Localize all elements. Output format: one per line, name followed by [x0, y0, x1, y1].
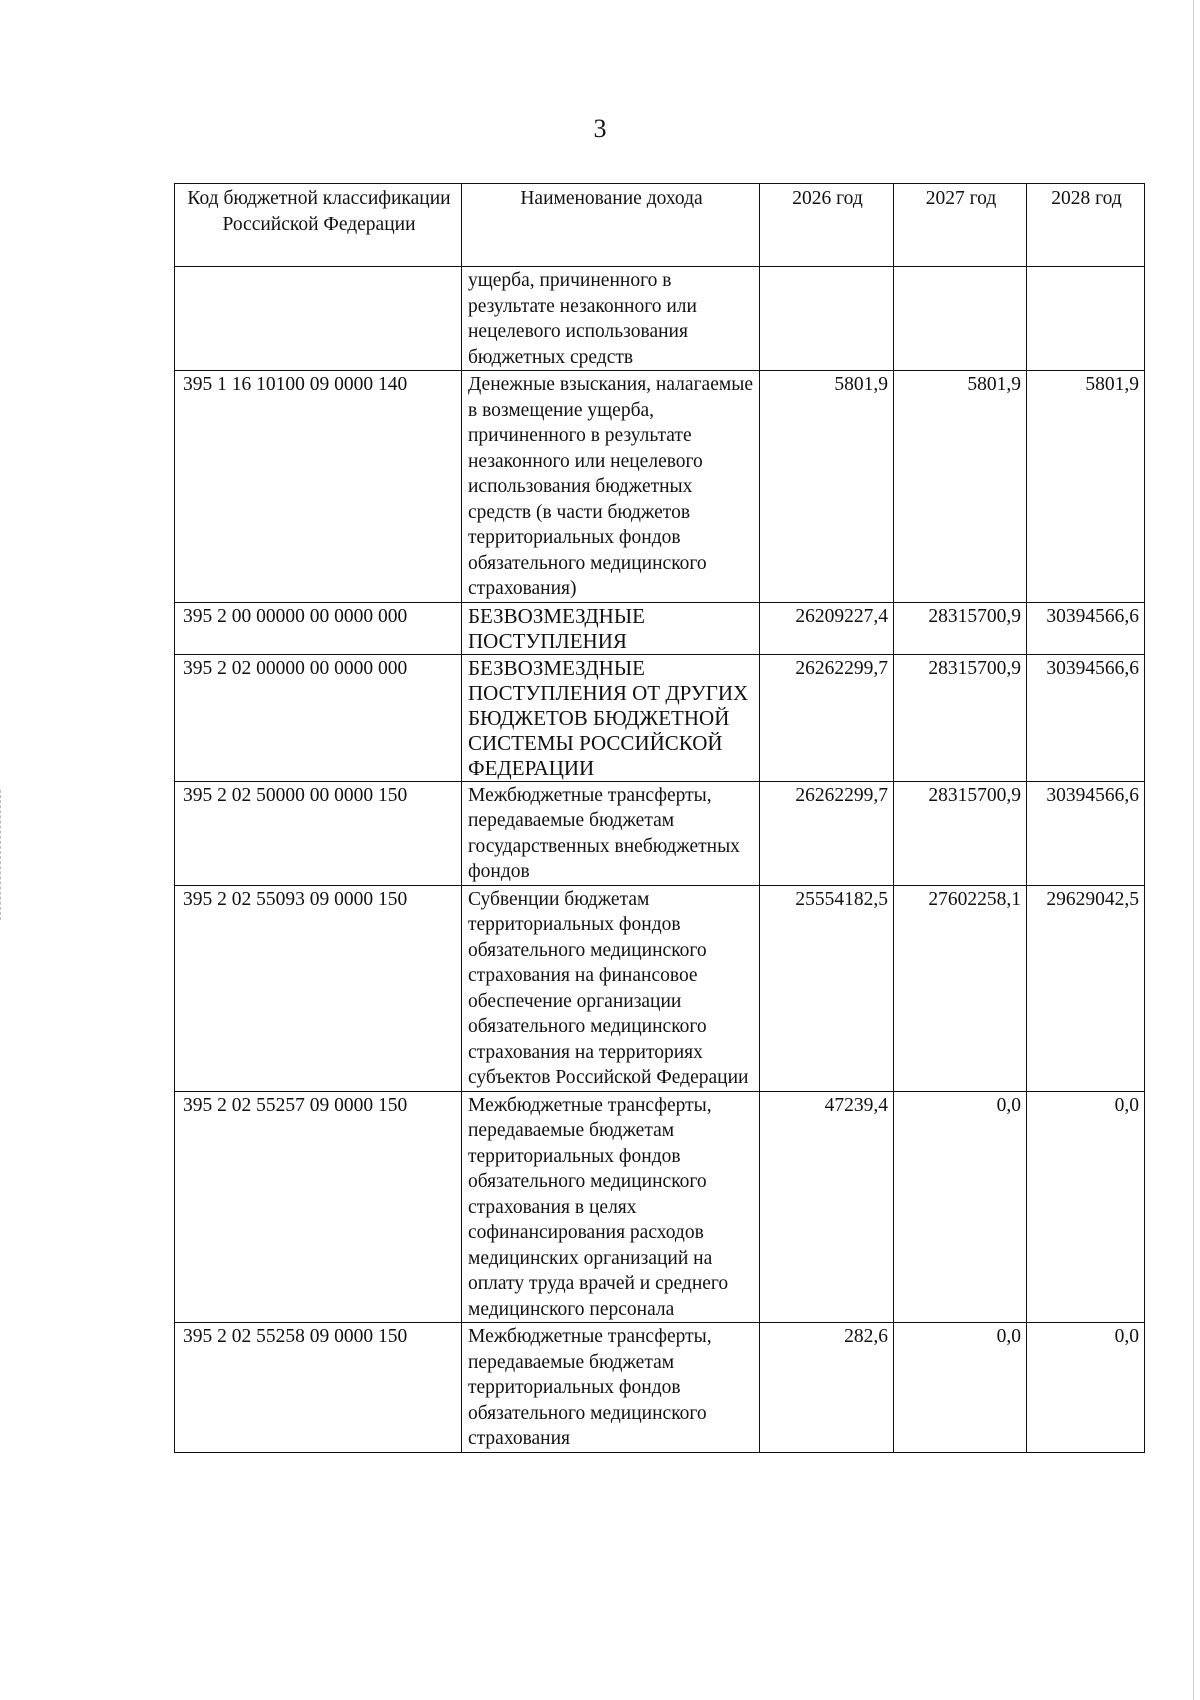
header-year-2026: 2026 год	[760, 184, 894, 267]
row-value-2027: 0,0	[894, 1323, 1027, 1453]
table-row	[175, 781, 1145, 885]
row-code: 395 2 02 55258 09 0000 150	[175, 1323, 462, 1453]
row-code: 395 2 02 55093 09 0000 150	[175, 885, 462, 1091]
row-value-2028: 30394566,6	[1027, 602, 1145, 654]
row-name: Межбюджетные трансферты, передаваемые бюджетам территориальных фондов обязательного медицинского страхования	[462, 1323, 760, 1453]
row-value-2028: 29629042,5	[1027, 885, 1145, 1091]
row-value-2027: 28315700,9	[894, 654, 1027, 781]
row-value-2026: 282,6	[760, 1323, 894, 1453]
row-value-2028: 30394566,6	[1027, 654, 1145, 781]
row-code: 395 2 02 00000 00 0000 000	[175, 654, 462, 781]
table-row	[175, 885, 1145, 1091]
row-name: Денежные взыскания, налагаемые в возмещение ущерба, причиненного в результате незаконного или нецелевого использования бюджетных средств (в части бюджетов территориальных фондов обязательного медицинского страхования)	[462, 371, 760, 603]
header-year-2028: 2028 год	[1027, 184, 1145, 267]
row-value-2026: 47239,4	[760, 1091, 894, 1323]
row-name: БЕЗВОЗМЕЗДНЫЕ ПОСТУПЛЕНИЯ	[462, 602, 760, 654]
row-value-2026: 26262299,7	[760, 781, 894, 885]
row-name: БЕЗВОЗМЕЗДНЫЕ ПОСТУПЛЕНИЯ ОТ ДРУГИХ БЮДЖЕТОВ БЮДЖЕТНОЙ СИСТЕМЫ РОССИЙСКОЙ ФЕДЕРАЦИИ	[462, 654, 760, 781]
row-name: Межбюджетные трансферты, передаваемые бюджетам территориальных фондов обязательного медицинского страхования в целях софинансирования расходов медицинских организаций на оплату труда врачей и среднего медицинского персонала	[462, 1091, 760, 1323]
header-code: Код бюджетной классификации Российской Федерации	[175, 184, 462, 267]
row-value-2027: 28315700,9	[894, 602, 1027, 654]
row-code: 395 2 00 00000 00 0000 000	[175, 602, 462, 654]
header-year-2027: 2027 год	[894, 184, 1027, 267]
row-name: ущерба, причиненного в результате незаконного или нецелевого использования бюджетных средств	[462, 267, 760, 371]
header-name: Наименование дохода	[462, 184, 760, 267]
row-value-2026: 25554182,5	[760, 885, 894, 1091]
row-code: 395 1 16 10100 09 0000 140	[175, 371, 462, 603]
row-name: Межбюджетные трансферты, передаваемые бюджетам государственных внебюджетных фондов	[462, 781, 760, 885]
row-value-2027	[894, 267, 1027, 371]
row-value-2027: 0,0	[894, 1091, 1027, 1323]
scan-edge-mark	[0, 790, 3, 920]
row-value-2028: 0,0	[1027, 1091, 1145, 1323]
row-value-2028: 0,0	[1027, 1323, 1145, 1453]
table-row	[175, 654, 1145, 781]
row-value-2027: 5801,9	[894, 371, 1027, 603]
row-name: Субвенции бюджетам территориальных фондов обязательного медицинского страхования на финансовое обеспечение организации обязательного медицинского страхования на территориях субъектов Российской Федерации	[462, 885, 760, 1091]
row-code: 395 2 02 55257 09 0000 150	[175, 1091, 462, 1323]
row-code: 395 2 02 50000 00 0000 150	[175, 781, 462, 885]
row-value-2028: 5801,9	[1027, 371, 1145, 603]
row-value-2028: 30394566,6	[1027, 781, 1145, 885]
table-row	[175, 602, 1145, 654]
table-row	[175, 267, 1145, 371]
row-code	[175, 267, 462, 371]
budget-revenue-table	[174, 183, 1145, 1453]
scan-edge-line	[1193, 0, 1194, 1700]
row-value-2028	[1027, 267, 1145, 371]
row-value-2027: 28315700,9	[894, 781, 1027, 885]
row-value-2026: 5801,9	[760, 371, 894, 603]
page-number: 3	[593, 114, 607, 143]
row-value-2026: 26262299,7	[760, 654, 894, 781]
table-header-row	[175, 184, 1145, 267]
table-row	[175, 1323, 1145, 1453]
table-row	[175, 371, 1145, 603]
table-row	[175, 1091, 1145, 1323]
row-value-2026	[760, 267, 894, 371]
row-value-2027: 27602258,1	[894, 885, 1027, 1091]
row-value-2026: 26209227,4	[760, 602, 894, 654]
